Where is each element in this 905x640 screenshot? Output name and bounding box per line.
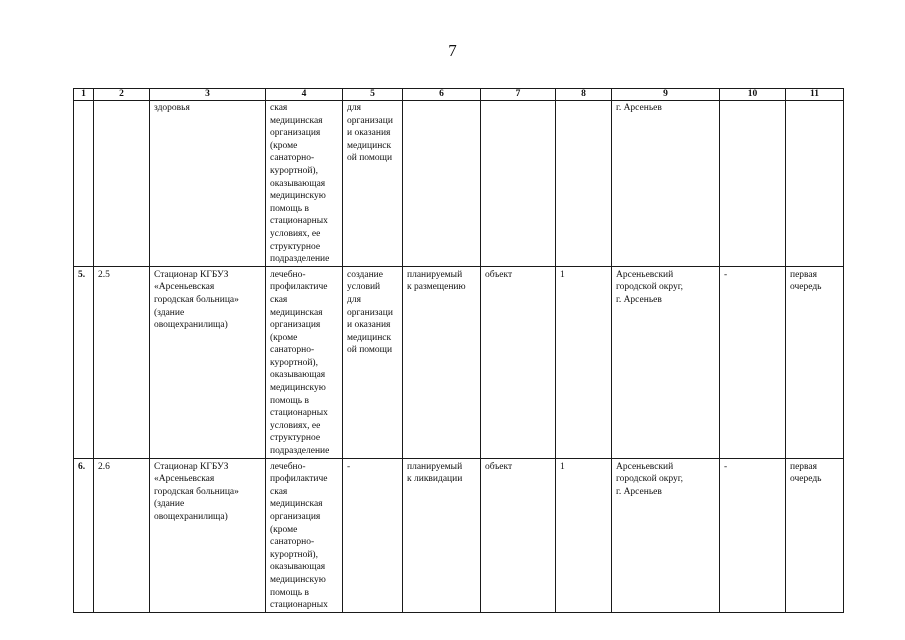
table-cell: [481, 101, 556, 267]
table-cell: 6.: [74, 458, 94, 612]
column-header: 5: [343, 89, 403, 101]
table-row: [74, 266, 844, 458]
table-cell: -: [720, 266, 786, 458]
table-cell: планируемый к размещению: [403, 266, 481, 458]
table-cell: 1: [556, 266, 612, 458]
column-header: 7: [481, 89, 556, 101]
table-cell: здоровья: [150, 101, 266, 267]
table-cell: 5.: [74, 266, 94, 458]
column-header: 1: [74, 89, 94, 101]
column-header: 4: [266, 89, 343, 101]
column-header: 3: [150, 89, 266, 101]
column-header: 9: [612, 89, 720, 101]
table-cell: [720, 101, 786, 267]
column-header: 2: [94, 89, 150, 101]
table-cell: 2.6: [94, 458, 150, 612]
table-row: [74, 101, 844, 267]
table-cell: -: [720, 458, 786, 612]
table-cell: [556, 101, 612, 267]
page-number: 7: [448, 41, 457, 60]
table-cell: [403, 101, 481, 267]
table-cell: первая очередь: [786, 458, 844, 612]
column-header: 8: [556, 89, 612, 101]
document-table: [73, 88, 844, 613]
table-cell: Стационар КГБУЗ «Арсеньевская городская больница» (здание овощехранилища): [150, 458, 266, 612]
table-cell: -: [343, 458, 403, 612]
table-cell: первая очередь: [786, 266, 844, 458]
table-cell: г. Арсеньев: [612, 101, 720, 267]
table-cell: создание условий для организаци и оказания медицинск ой помощи: [343, 266, 403, 458]
table-row: [74, 458, 844, 612]
table-cell: для организаци и оказания медицинск ой помощи: [343, 101, 403, 267]
table-cell: Стационар КГБУЗ «Арсеньевская городская больница» (здание овощехранилища): [150, 266, 266, 458]
table-cell: 2.5: [94, 266, 150, 458]
table-cell: [786, 101, 844, 267]
column-header: 10: [720, 89, 786, 101]
table-cell: [74, 101, 94, 267]
table-cell: ская медицинская организация (кроме санаторно- курортной), оказывающая медицинскую помощь в стационарных условиях, ее структурное подразделение: [266, 101, 343, 267]
table-cell: объект: [481, 266, 556, 458]
table-cell: лечебно- профилактиче ская медицинская организация (кроме санаторно- курортной), оказывающая медицинскую помощь в стационарных условиях, ее структурное подразделение: [266, 266, 343, 458]
table-cell: [94, 101, 150, 267]
table-header-row: [74, 89, 844, 101]
table-cell: 1: [556, 458, 612, 612]
table-cell: Арсеньевский городской округ, г. Арсеньев: [612, 458, 720, 612]
table-cell: Арсеньевский городской округ, г. Арсеньев: [612, 266, 720, 458]
column-header: 6: [403, 89, 481, 101]
table-cell: объект: [481, 458, 556, 612]
table-cell: лечебно- профилактиче ская медицинская организация (кроме санаторно- курортной), оказывающая медицинскую помощь в стационарных: [266, 458, 343, 612]
table-cell: планируемый к ликвидации: [403, 458, 481, 612]
column-header: 11: [786, 89, 844, 101]
